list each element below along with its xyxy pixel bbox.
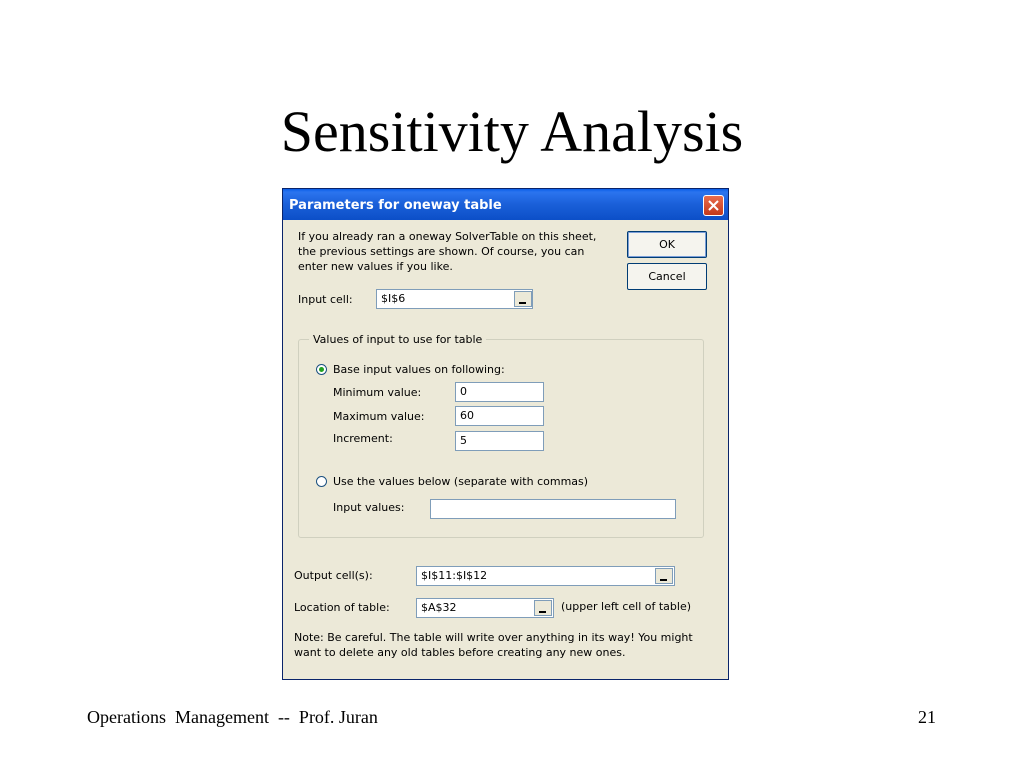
- ok-button[interactable]: OK: [627, 231, 707, 258]
- location-picker-button[interactable]: [534, 600, 552, 616]
- values-group-label: Values of input to use for table: [309, 332, 486, 347]
- max-value-field[interactable]: 60: [455, 406, 544, 426]
- radio-base-input[interactable]: [316, 364, 327, 375]
- slide-title: Sensitivity Analysis: [280, 99, 744, 164]
- location-label: Location of table:: [294, 601, 390, 614]
- radio-values-label: Use the values below (separate with commas): [333, 475, 589, 488]
- cancel-button[interactable]: Cancel: [627, 263, 707, 290]
- footer-course: Operations Management -- Prof. Juran: [87, 707, 378, 727]
- min-value-label: Minimum value:: [333, 386, 422, 399]
- input-values-field[interactable]: [430, 499, 676, 519]
- parameters-dialog: [282, 188, 729, 680]
- location-hint: (upper left cell of table): [561, 600, 692, 613]
- dialog-title: Parameters for oneway table: [289, 198, 502, 213]
- increment-label: Increment:: [333, 432, 393, 445]
- page-number: 21: [918, 707, 936, 727]
- input-cell-picker-button[interactable]: [514, 291, 532, 307]
- dialog-titlebar[interactable]: [283, 189, 728, 220]
- radio-base-label: Base input values on following:: [333, 363, 505, 376]
- max-value-label: Maximum value:: [333, 410, 425, 423]
- increment-field[interactable]: 5: [455, 431, 544, 451]
- close-button[interactable]: [703, 195, 724, 216]
- output-cells-label: Output cell(s):: [294, 569, 373, 582]
- note-text: Note: Be careful. The table will write over anything in its way! You might want to delete any old tables before creating any new ones.: [294, 631, 693, 659]
- input-cell-label: Input cell:: [298, 293, 353, 306]
- output-cells-field[interactable]: $I$11:$I$12: [416, 566, 675, 586]
- input-values-label: Input values:: [333, 501, 405, 514]
- close-icon: [707, 199, 720, 212]
- min-value-field[interactable]: 0: [455, 382, 544, 402]
- output-cells-picker-button[interactable]: [655, 568, 673, 584]
- radio-use-values[interactable]: [316, 476, 327, 487]
- input-cell-field[interactable]: $I$6: [376, 289, 533, 309]
- intro-text: If you already ran a oneway SolverTable on this sheet, the previous settings are shown. Of course, you can enter new values if you like.: [298, 230, 597, 273]
- location-field[interactable]: $A$32: [416, 598, 554, 618]
